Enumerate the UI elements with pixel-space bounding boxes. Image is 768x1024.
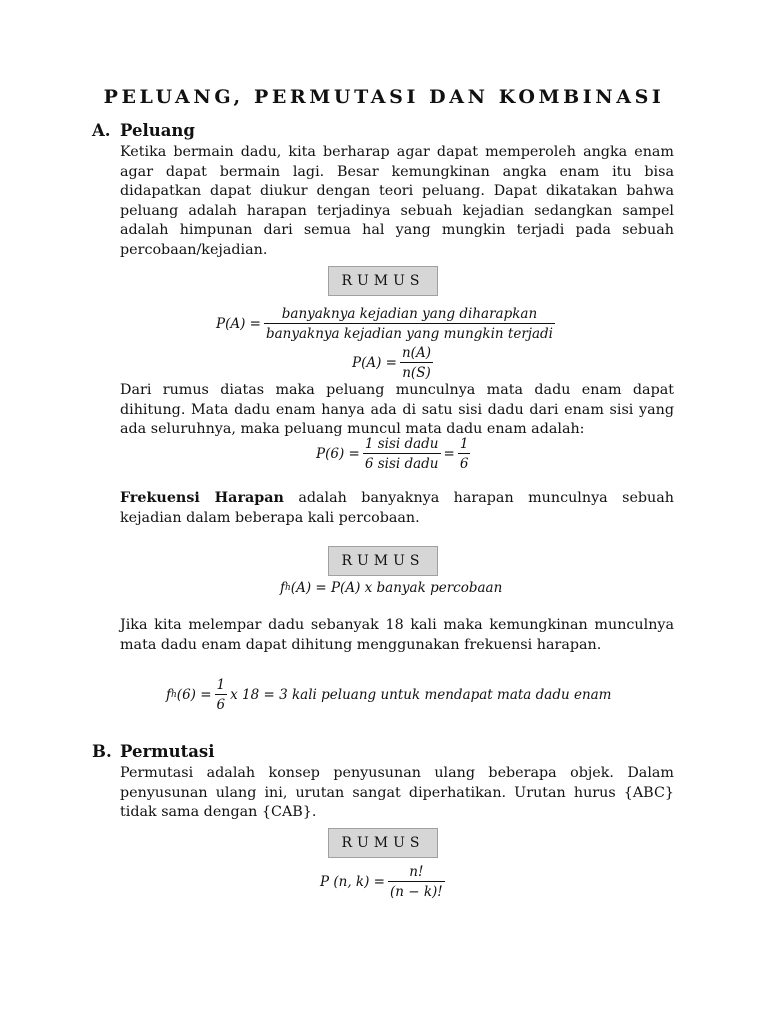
section-a-title: Peluang: [120, 121, 195, 140]
formula-frekuensi-harapan: [280, 580, 502, 596]
page-title: PELUANG, PERMUTASI DAN KOMBINASI: [103, 86, 665, 108]
denominator: 6 sisi dadu: [363, 453, 441, 472]
section-b-title: Permutasi: [120, 742, 215, 761]
numerator: 1 sisi dadu: [364, 436, 439, 452]
formula-lhs: P (n, k) =: [320, 874, 385, 890]
formula-f: f: [166, 687, 171, 703]
numerator: n!: [409, 864, 424, 880]
fraction: [400, 345, 433, 381]
formula-lhs: P(6) =: [316, 446, 360, 462]
formula-subscript: h: [171, 690, 177, 700]
paragraph-text: adalah banyaknya harapan munculnya sebuah kejadian dalam beberapa kali percobaan.: [120, 490, 674, 526]
numerator: n(A): [401, 345, 431, 361]
formula-permutasi: [320, 864, 448, 900]
numerator: banyaknya kejadian yang diharapkan: [281, 306, 538, 322]
formula-peluang-six: [316, 436, 473, 472]
formula-subscript: h: [285, 583, 291, 593]
formula-lhs: P(A) =: [216, 316, 261, 332]
section-a-heading: [92, 121, 195, 140]
formula-peluang-n: [352, 345, 436, 381]
section-a-paragraph-3: [120, 489, 674, 528]
fraction: [363, 436, 441, 472]
equals-sign: =: [443, 446, 455, 462]
denominator: banyaknya kejadian yang mungkin terjadi: [264, 323, 555, 342]
denominator: n(S): [400, 362, 432, 381]
section-a-paragraph-4: Jika kita melempar dadu sebanyak 18 kali maka kemungkinan munculnya mata dadu enam dapat dihitung menggunakan frekuensi harapan.: [120, 617, 674, 653]
term-frekuensi-harapan: Frekuensi Harapan: [120, 490, 284, 506]
denominator: 6: [458, 453, 471, 472]
formula-lhs: P(A) =: [352, 355, 397, 371]
section-b-heading: [92, 742, 214, 761]
rumus-box-1: RUMUS: [328, 266, 438, 296]
numerator: 1: [216, 677, 226, 693]
fraction: [388, 864, 445, 900]
numerator: 1: [459, 436, 469, 452]
denominator: (n − k)!: [388, 881, 445, 900]
section-b-paragraph-1: Permutasi adalah konsep penyusunan ulang beberapa objek. Dalam penyusunan ulang ini, urutan sangat diperhatikan. Urutan hurus {ABC} tidak sama dengan {CAB}.: [120, 765, 674, 820]
formula-rest: (A) = P(A) x banyak percobaan: [290, 580, 503, 596]
fraction: [458, 436, 471, 472]
formula-frekuensi-example: [166, 677, 612, 713]
section-b-letter: B.: [92, 742, 112, 761]
fraction: [215, 677, 228, 713]
formula-rest: x 18 = 3 kali peluang untuk mendapat mata dadu enam: [230, 687, 612, 703]
section-a-paragraph-2: Dari rumus diatas maka peluang munculnya mata dadu enam dapat dihitung. Mata dadu enam hanya ada di satu sisi dadu dari enam sisi yang ada seluruhnya, maka peluang muncul mata dadu enam adalah:: [120, 382, 674, 437]
rumus-box-3: RUMUS: [328, 828, 438, 858]
fraction: [264, 306, 555, 342]
formula-peluang-definition: [216, 306, 558, 342]
denominator: 6: [215, 694, 228, 713]
section-a-paragraph-1: Ketika bermain dadu, kita berharap agar dapat memperoleh angka enam agar dapat bermain lagi. Besar kemungkinan angka enam itu bisa didapatkan dapat diukur dengan teori peluang. Dapat dikatakan bahwa peluang adalah harapan terjadinya sebuah kejadian sedangkan sampel adalah himpunan dari semua hal yang mungkin terjadi pada sebuah percobaan/kejadian.: [120, 144, 674, 258]
rumus-box-2: RUMUS: [328, 546, 438, 576]
formula-f: f: [280, 580, 285, 596]
formula-lhs: (6) =: [176, 687, 212, 703]
section-a-letter: A.: [92, 121, 111, 140]
